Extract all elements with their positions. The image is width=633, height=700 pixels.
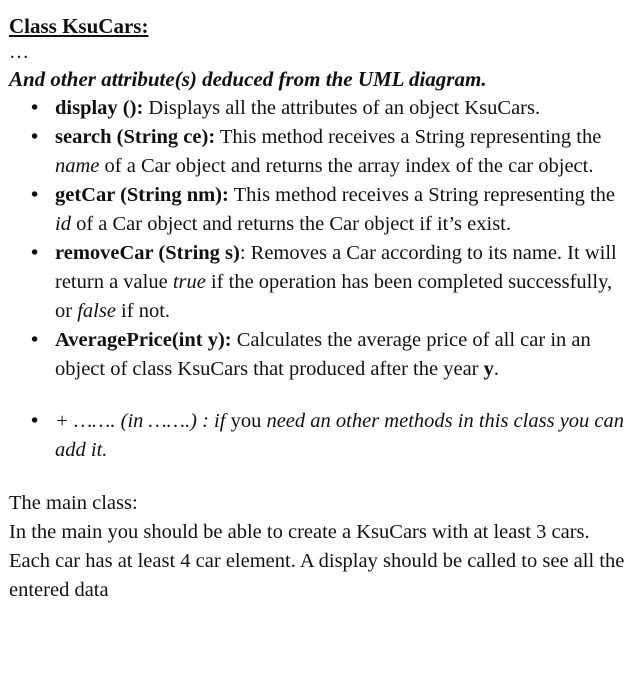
method-getcar: [9, 181, 627, 239]
method-signature: AveragePrice(int y):: [55, 329, 232, 351]
bullet: •: [31, 184, 39, 206]
bullet: •: [31, 97, 39, 119]
method-description-mid: if the operation has been completed successfully, or: [55, 271, 613, 322]
bullet: •: [31, 126, 39, 148]
method-description: Calculates the average price of all car in an object of class KsuCars that produced after the year: [55, 329, 591, 380]
method-signature: getCar (String nm):: [55, 184, 229, 206]
method-signature: search (String ce):: [55, 126, 216, 148]
year-param: y: [483, 358, 494, 380]
optional-rest: need an other methods in this class you can add it.: [55, 410, 625, 461]
ellipsis: …: [9, 41, 30, 63]
emphasis-name: name: [55, 155, 100, 177]
method-optional: [9, 407, 627, 465]
emphasis-true: true: [172, 271, 206, 293]
method-search: [9, 123, 627, 181]
emphasis-false: false: [77, 300, 116, 322]
method-description: This method receives a String representing the: [215, 126, 602, 148]
method-signature: display ():: [55, 97, 144, 119]
class-title: Class KsuCars:: [9, 14, 149, 38]
optional-if: if: [214, 410, 226, 432]
method-removecar: [9, 239, 627, 326]
method-list: [9, 94, 627, 465]
intro-line: And other attribute(s) deduced from the UML diagram.: [9, 67, 487, 91]
main-class-title: The main class:: [9, 492, 138, 514]
method-display: [9, 94, 627, 123]
bullet: •: [31, 410, 39, 432]
optional-you: you: [225, 410, 267, 432]
optional-prefix: + ……. (in …….) :: [55, 410, 215, 432]
method-description: Displays all the attributes of an object KsuCars.: [143, 97, 541, 119]
method-signature: removeCar (String s): [55, 242, 240, 264]
method-averageprice: [9, 326, 627, 384]
method-description-end: of a Car object and returns the Car object if it’s exist.: [70, 213, 512, 235]
bullet: •: [31, 242, 39, 264]
method-description-end: if not.: [115, 300, 171, 322]
main-class-body: In the main you should be able to create a KsuCars with at least 3 cars. Each car has at least 4 car element. A display should be called to see all the entered data: [9, 521, 625, 601]
emphasis-id: id: [55, 213, 71, 235]
document: [9, 12, 627, 605]
method-description-end: of a Car object and returns the array index of the car object.: [99, 155, 594, 177]
period: .: [493, 358, 500, 380]
method-description: This method receives a String representing the: [228, 184, 616, 206]
bullet: •: [31, 329, 39, 351]
method-description: : Removes a Car according to its name. It will return a value: [55, 242, 617, 293]
